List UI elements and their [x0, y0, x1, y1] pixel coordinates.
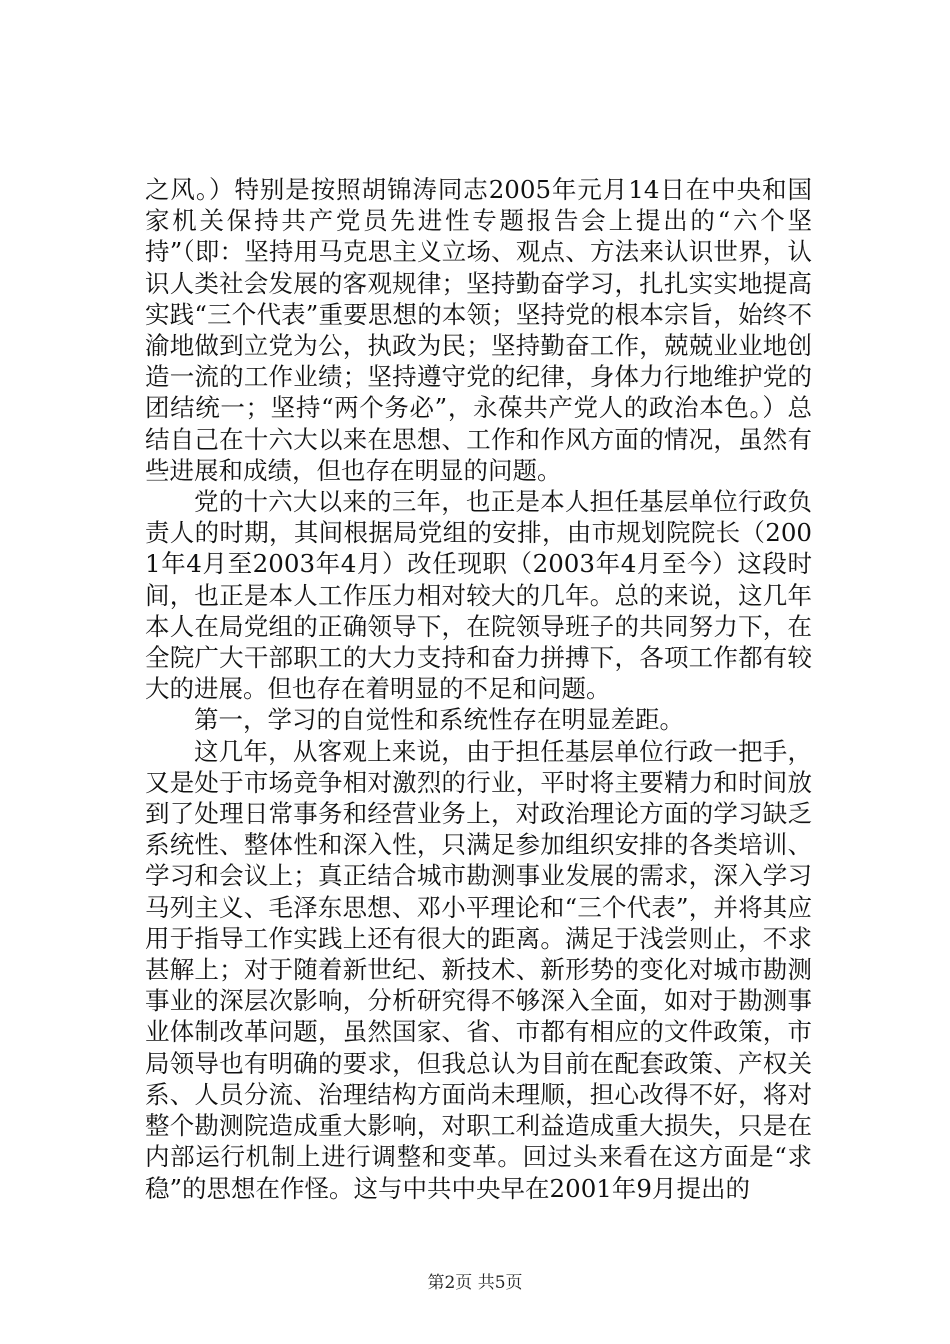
body-text [145, 174, 812, 1204]
page-number-footer: 第2页 共5页 [427, 1273, 523, 1293]
paragraph-3-heading: 第一，学习的自觉性和系统性存在明显差距。 [194, 705, 684, 735]
paragraph-4: 这几年，从客观上来说，由于担任基层单位行政一把手，又是处于市场竞争相对激烈的行业，平时将主要精力和时间放到了处理日常事务和经营业务上，对政治理论方面的学习缺乏系统性、整体性和深入性，只满足参加组织安排的各类培训、学习和会议上；真正结合城市勘测事业发展的需求，深入学习马列主义、毛泽东思想、邓小平理论和“三个代表”，并将其应用于指导工作实践上还有很大的距离。满足于浅尝则止，不求甚解上；对于随着新世纪、新技术、新形势的变化对城市勘测事业的深层次影响，分析研究得不够深入全面，如对于勘测事业体制改革问题，虽然国家、省、市都有相应的文件政策，市局领导也有明确的要求，但我总认为目前在配套政策、产权关系、人员分流、治理结构方面尚未理顺，担心改得不好，将对整个勘测院造成重大影响，对职工利益造成重大损失，只是在内部运行机制上进行调整和变革。回过头来看在这方面是“求稳”的思想在作怪。这与中共中央早在2001年9月提出的 [145, 736, 812, 1203]
paragraph-2: 党的十六大以来的三年，也正是本人担任基层单位行政负责人的时期，其间根据局党组的安排，由市规划院院长（2001年4月至2003年4月）改任现职（2003年4月至今）这段时间，也正是本人工作压力相对较大的几年。总的来说，这几年本人在局党组的正确领导下，在院领导班子的共同努力下，在全院广大干部职工的大力支持和奋力拼搏下，各项工作都有较大的进展。但也存在着明显的不足和问题。 [145, 487, 812, 704]
paragraph-1: 之风。）特别是按照胡锦涛同志2005年元月14日在中央和国家机关保持共产党员先进性专题报告会上提出的“六个坚持”（即：坚持用马克思主义立场、观点、方法来认识世界，认识人类社会发展的客观规律；坚持勤奋学习，扎扎实实地提高实践“三个代表”重要思想的本领；坚持党的根本宗旨，始终不渝地做到立党为公，执政为民；坚持勤奋工作，兢兢业业地创造一流的工作业绩；坚持遵守党的纪律，身体力行地维护党的团结统一；坚持“两个务必”，永葆共产党人的政治本色。）总结自己在十六大以来在思想、工作和作风方面的情况，虽然有些进展和成绩，但也存在明显的问题。 [145, 175, 812, 485]
